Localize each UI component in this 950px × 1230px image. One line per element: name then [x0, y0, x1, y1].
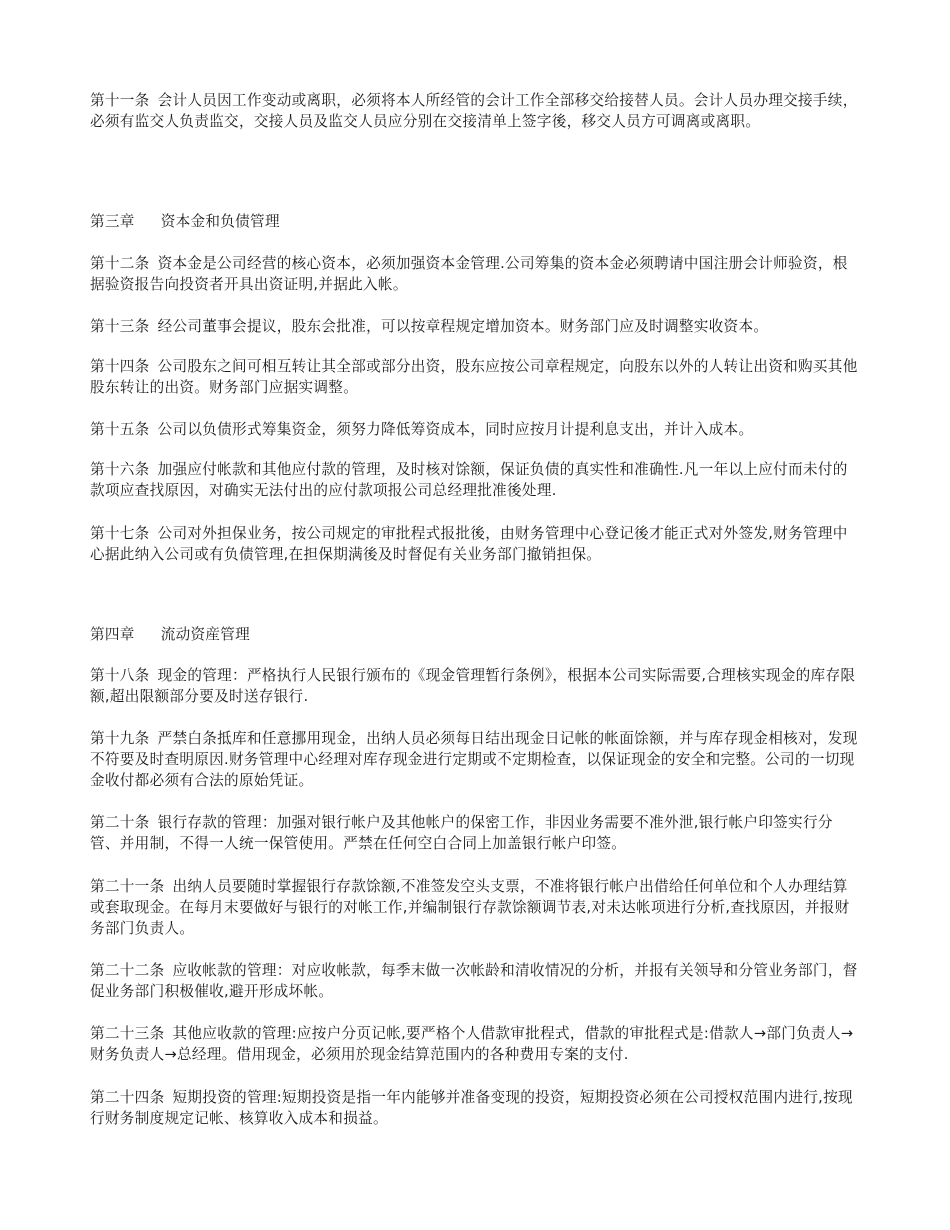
article-19 [90, 728, 862, 791]
article-text: 加强应付帐款和其他应付款的管理，及时核对馀额，保证负债的真实性和准确性.凡一年以上应付而未付的款项应查找原因，对确实无法付出的应付款项报公司总经理批准後处理. [90, 461, 848, 499]
article-16 [90, 459, 862, 501]
article-text: 其他应收款的管理:应按户分页记帐,要严格个人借款审批程式，借款的审批程式是:借款人→部门负责人→财务负责人→总经理。借用现金，必须用於现金结算范围内的各种费用专案的支付. [90, 1025, 854, 1063]
article-text: 短期投资的管理:短期投资是指一年内能够并准备变现的投资，短期投资必须在公司授权范围内进行,按现行财务制度规定记帐、核算收入成本和损益。 [90, 1089, 853, 1127]
article-18 [90, 665, 862, 707]
article-number: 第十七条 [90, 525, 150, 542]
article-22 [90, 960, 862, 1002]
article-20 [90, 812, 862, 854]
chapter-4-heading [90, 624, 862, 645]
article-number: 第十一条 [90, 92, 150, 109]
article-14 [90, 356, 862, 398]
article-number: 第二十一条 [90, 878, 165, 895]
article-text: 公司对外担保业务，按公司规定的审批程式报批後，由财务管理中心登记後才能正式对外签发,财务管理中心据此纳入公司或有负债管理,在担保期满後及时督促有关业务部门撤销担保。 [90, 525, 848, 563]
article-24 [90, 1087, 862, 1129]
chapter-title: 流动资産管理 [160, 626, 251, 643]
article-number: 第十九条 [90, 730, 150, 747]
article-text: 银行存款的管理：加强对银行帐户及其他帐户的保密工作，非因业务需要不准外泄,银行帐户印签实行分管、并用制，不得一人统一保管使用。严禁在任何空白合同上加盖银行帐户印签。 [90, 814, 833, 852]
article-number: 第十三条 [90, 318, 150, 335]
article-text: 出纳人员要随时掌握银行存款馀额,不准签发空头支票，不准将银行帐户出借给任何单位和个人办理结算或套取现金。在每月末要做好与银行的对帐工作,并编制银行存款馀额调节表,对未达帐项进行分析,查找原因，并报财务部门负责人。 [90, 878, 850, 937]
article-21 [90, 876, 862, 939]
article-number: 第二十三条 [90, 1025, 165, 1042]
chapter-3-heading [90, 211, 862, 232]
article-number: 第十六条 [90, 461, 150, 478]
chapter-number: 第四章 [90, 626, 135, 643]
article-23 [90, 1023, 862, 1065]
article-number: 第二十二条 [90, 962, 165, 979]
article-12 [90, 253, 862, 295]
article-11 [90, 90, 862, 132]
article-15 [90, 419, 862, 440]
article-text: 会计人员因工作变动或离职，必须将本人所经管的会计工作全部移交给接替人员。会计人员办理交接手续，必须有监交人负责监交，交接人员及监交人员应分别在交接清单上签字後，移交人员方可调离或离职。 [90, 92, 858, 130]
article-text: 严禁白条抵库和任意挪用现金，出纳人员必须每日结出现金日记帐的帐面馀额，并与库存现金相核对，发现不符要及时查明原因.财务管理中心经理对库存现金进行定期或不定期检查，以保证现金的安全和完整。公司的一切现金收付都必须有合法的原始凭证。 [90, 730, 858, 789]
article-number: 第十五条 [90, 421, 150, 438]
article-text: 公司以负债形式筹集资金，须努力降低筹资成本，同时应按月计提利息支出，并计入成本。 [157, 421, 754, 438]
article-number: 第二十四条 [90, 1089, 165, 1106]
article-13 [90, 316, 862, 337]
article-number: 第十八条 [90, 667, 150, 684]
article-number: 第十四条 [90, 358, 150, 375]
chapter-number: 第三章 [90, 213, 135, 230]
article-text: 现金的管理：严格执行人民银行颁布的《现金管理暂行条例》，根据本公司实际需要,合理核实现金的库存限额,超出限额部分要及时送存银行. [90, 667, 856, 705]
article-text: 公司股东之间可相互转让其全部或部分出资，股东应按公司章程规定，向股东以外的人转让出资和购买其他股东转让的出资。财务部门应据实调整。 [90, 358, 858, 396]
article-text: 应收帐款的管理：对应收帐款，每季末做一次帐龄和清收情况的分析，并报有关领导和分管业务部门，督促业务部门积极催收,避开形成坏帐。 [90, 962, 858, 1000]
article-text: 经公司董事会提议，股东会批准，可以按章程规定增加资本。财务部门应及时调整实收资本。 [157, 318, 769, 335]
chapter-title: 资本金和负债管理 [160, 213, 280, 230]
article-number: 第十二条 [90, 255, 150, 272]
article-text: 资本金是公司经营的核心资本，必须加强资本金管理.公司筹集的资本金必须聘请中国注册会计师验资，根据验资报告向投资者开具出资证明,并据此入帐。 [90, 255, 848, 293]
article-number: 第二十条 [90, 814, 150, 831]
article-17 [90, 523, 862, 565]
